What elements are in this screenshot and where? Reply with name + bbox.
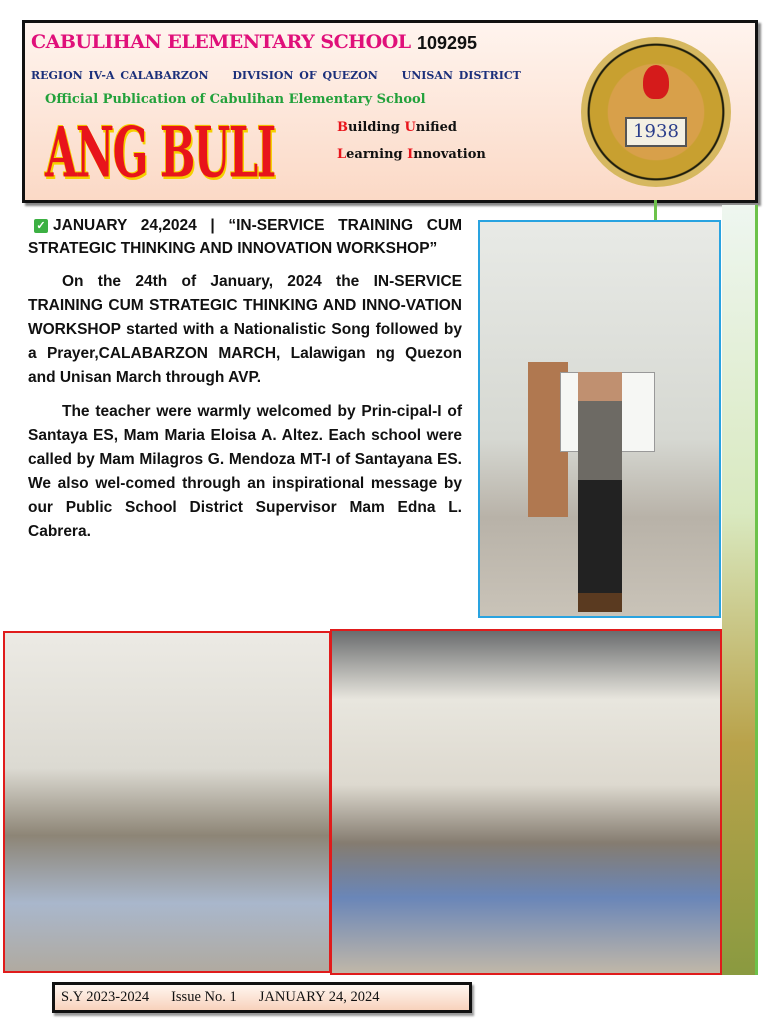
division: DIVISION OF QUEZON [232,69,378,82]
speaker [578,372,622,612]
region-line [31,69,539,82]
side-scenery-image [722,205,758,975]
district: UNISAN DISTRICT [401,69,521,82]
divider-line [654,200,657,220]
publication-title: ANG BULI [45,111,275,194]
school-id: 109295 [417,33,478,53]
article-paragraph: On the 24th of January, 2024 the IN-SERVICE TRAINING CUM STRATEGIC THINKING AND INNO-VATION WORKSHOP started with a Nationalistic Song followed by a Prayer,CALABARZON MARCH, Lalawigan ng Quezon and Unisan March through AVP. [28,273,462,386]
article-paragraph: The teacher were warmly welcomed by Prin-cipal-I of Santaya ES, Mam Maria Eloisa A. Altez. Each school were called by Mam Milagros G. Mendoza MT-I of Santayana ES. We also wel-comed through an inspirational message by our Public School District Supervisor Mam Edna L. Cabrera. [28,403,462,540]
school-year: S.Y 2023-2024 [61,989,150,1005]
flame-icon [643,65,669,99]
motto-line-1: Building Unified [337,120,457,135]
motto-line-2: Learning Innovation [337,147,486,162]
article [28,214,462,544]
speaker-photo [478,220,721,618]
masthead [22,20,758,203]
issue-footer [52,982,472,1013]
region: REGION IV-A CALABARZON [31,69,209,82]
issue-number: Issue No. 1 [171,989,237,1005]
issue-date: JANUARY 24, 2024 [258,989,380,1005]
school-name: CABULIHAN ELEMENTARY SCHOOL [31,31,411,53]
hall-attendees-photo [330,629,722,975]
check-icon: ✓ [34,219,48,233]
teachers-standing-photo [3,631,331,973]
logo-year: 1938 [625,117,687,147]
school-logo [581,37,731,187]
tagline: Official Publication of Cabulihan Elementary School [45,92,426,107]
article-heading: ✓ JANUARY 24,2024 | “IN-SERVICE TRAINING CUM STRATEGIC THINKING AND INNOVATION WORKSHOP” [28,217,462,257]
